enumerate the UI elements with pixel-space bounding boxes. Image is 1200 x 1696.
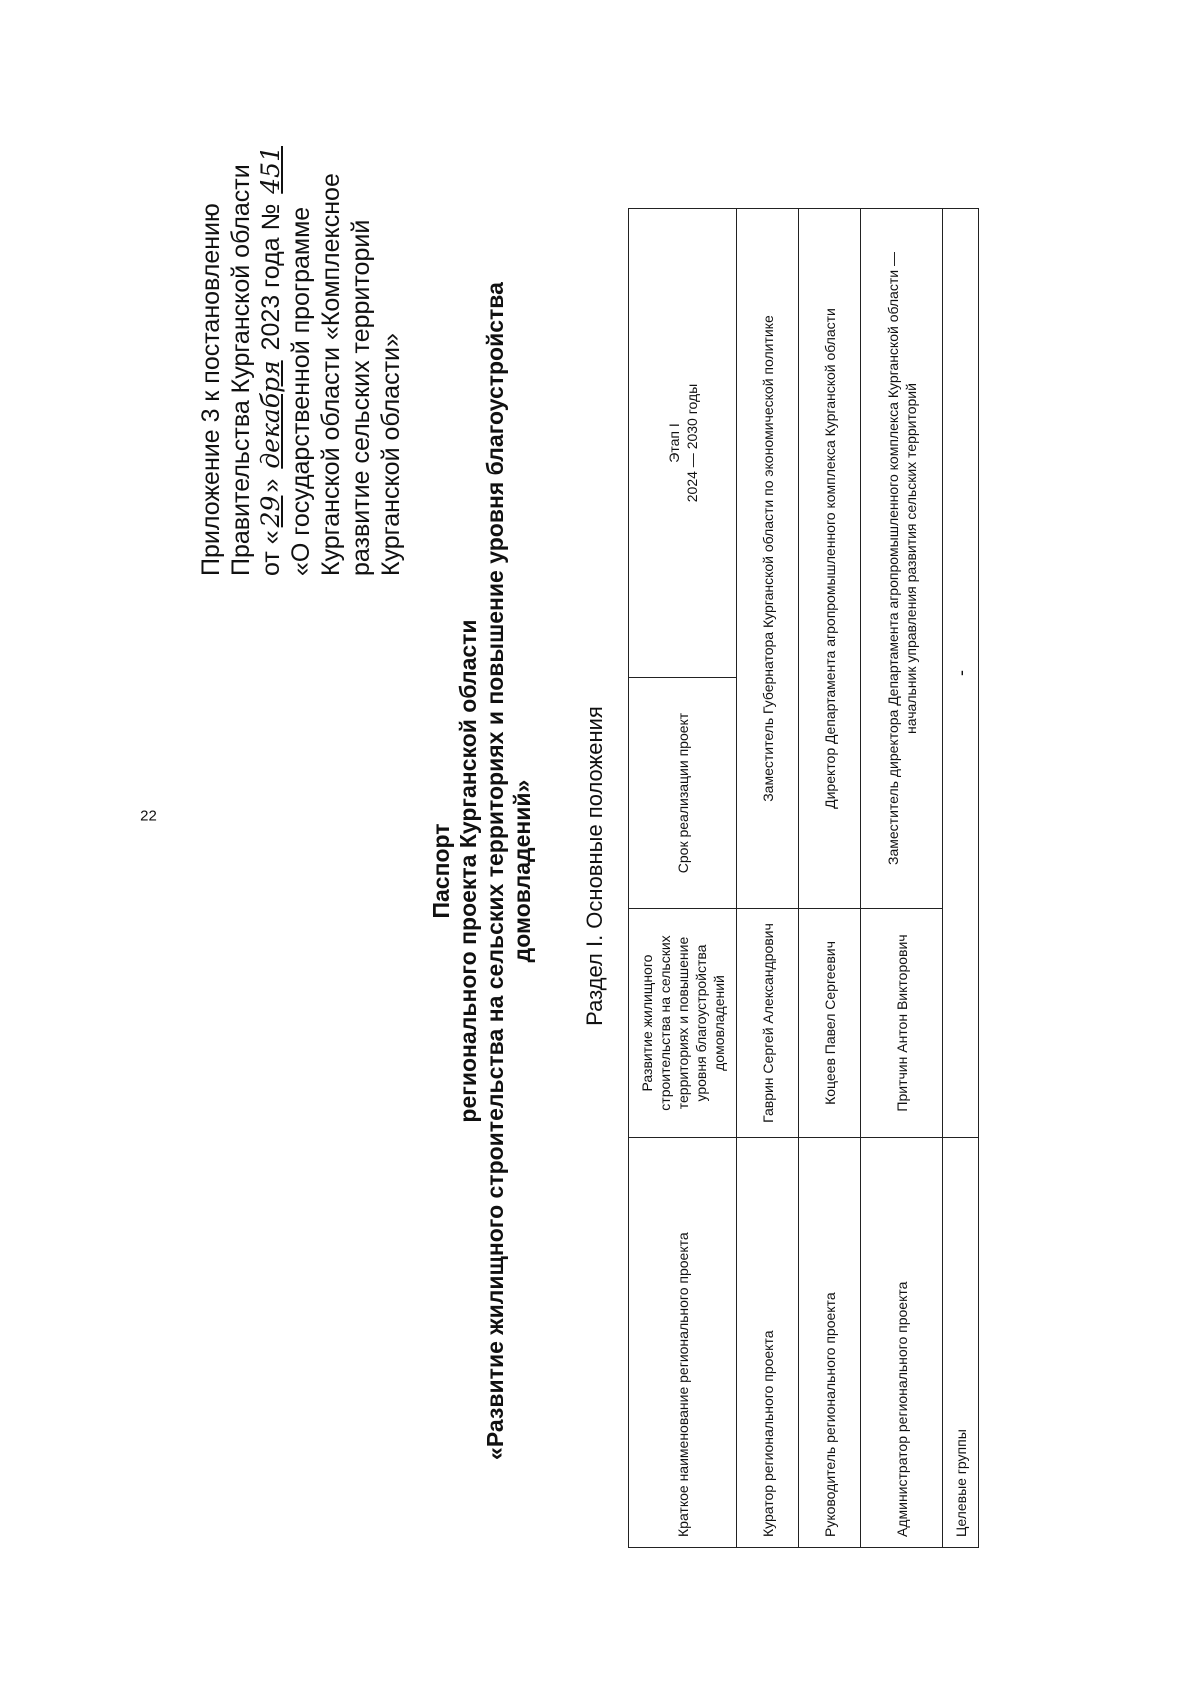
document-number-handwritten: 451	[256, 146, 285, 194]
row-label: Краткое наименование регионального проекта	[629, 1138, 737, 1548]
stage-label: Этап I	[665, 423, 682, 463]
administrator-position: Заместитель директора Департамента агропромышленного комплекса Курганской области — начальник управления развития сельских территорий	[861, 209, 943, 909]
table-row-administrator	[861, 209, 943, 1548]
curator-position: Заместитель Губернатора Курганской области по экономической политике	[737, 209, 799, 909]
date-quote: »	[257, 478, 285, 493]
appendix-line-7: Курганской области»	[377, 333, 405, 576]
head-name: Коцеев Павел Сергеевич	[799, 909, 861, 1138]
head-position: Директор Департамента агропромышленного комплекса Курганской области	[799, 209, 861, 909]
appendix-line-2: Правительства Курганской области	[227, 164, 255, 576]
appendix-block	[196, 36, 406, 576]
appendix-line-5: Курганской области «Комплексное	[317, 173, 345, 576]
title-line-2: регионального проекта Курганской области	[455, 619, 481, 1123]
section-heading: Раздел I. Основные положения	[582, 706, 607, 1026]
appendix-line-4: «О государственной программе	[287, 206, 315, 576]
document-title	[428, 226, 536, 1516]
title-line-4: домовладений»	[509, 779, 535, 963]
appendix-line-6: развитие сельских территорий	[347, 219, 375, 576]
row-label: Руководитель регионального проекта	[799, 1138, 861, 1548]
stage-years: 2024 — 2030 годы	[683, 383, 700, 503]
row-label: Администратор регионального проекта	[861, 1138, 943, 1548]
row-label: Куратор регионального проекта	[737, 1138, 799, 1548]
appendix-line-1: Приложение 3 к постановлению	[197, 203, 225, 576]
main-provisions-table	[628, 208, 979, 1548]
short-name-value: Развитие жилищного строительства на сельских территориях и повышение уровня благоустройства домовладений	[629, 909, 737, 1138]
target-groups-value: -	[943, 209, 979, 1138]
table-row-curator	[737, 209, 799, 1548]
title-line-1: Паспорт	[428, 823, 454, 919]
period-value	[629, 209, 737, 678]
page-number: 22	[140, 807, 157, 825]
date-day-handwritten: 29	[256, 495, 285, 528]
period-label: Срок реализации проект	[629, 678, 737, 909]
table-row-head	[799, 209, 861, 1548]
table-row-short-name	[629, 209, 737, 1548]
appendix-line-3	[256, 36, 286, 576]
curator-name: Гаврин Сергей Александрович	[737, 909, 799, 1138]
date-year: 2023 года №	[257, 203, 285, 351]
administrator-name: Притчин Антон Викторович	[861, 909, 943, 1138]
title-line-3: «Развитие жилищного строительства на сельских территориях и повышение уровня благоустройства	[482, 282, 508, 1460]
date-month-handwritten: декабря	[256, 360, 285, 469]
date-prefix: от «	[257, 530, 285, 576]
row-label: Целевые группы	[943, 1138, 979, 1548]
table-row-target-groups	[943, 209, 979, 1548]
